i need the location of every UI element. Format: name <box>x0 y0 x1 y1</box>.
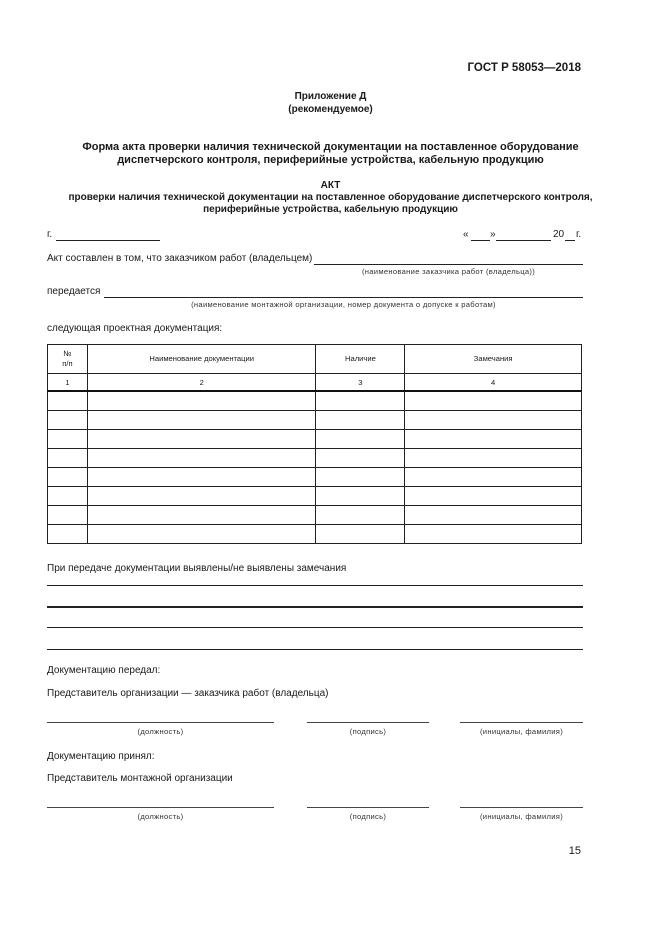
table-cell[interactable] <box>48 391 88 411</box>
table-cell[interactable] <box>48 487 88 506</box>
table-column-numbers-row <box>48 374 582 392</box>
table-row <box>48 391 582 411</box>
table-cell[interactable] <box>87 449 316 468</box>
remarks-line[interactable] <box>47 585 583 586</box>
date-year-suffix: г. <box>576 229 582 240</box>
customer-name-caption: (наименование заказчика работ (владельца)) <box>361 267 536 276</box>
receiver-signature-field[interactable] <box>307 807 429 808</box>
page-number: 15 <box>568 845 581 857</box>
table-row <box>48 430 582 449</box>
contractor-name-caption: (наименование монтажной организации, номер документа о допуске к работам) <box>191 300 496 309</box>
table-cell[interactable] <box>87 430 316 449</box>
col-number-index: 4 <box>405 374 582 392</box>
date-year-prefix: 20 <box>553 229 565 240</box>
appendix-title: Приложение Д <box>294 91 367 102</box>
passer-position-field[interactable] <box>47 722 274 723</box>
customer-representative-label: Представитель организации — заказчика работ (владельца) <box>47 688 329 699</box>
contractor-name-field[interactable] <box>104 297 583 298</box>
table-row <box>48 487 582 506</box>
col-number-index: 2 <box>87 374 316 392</box>
receiver-name-field[interactable] <box>460 807 583 808</box>
col-number-index: 1 <box>48 374 88 392</box>
col-number-index: 3 <box>316 374 405 392</box>
table-row <box>48 506 582 525</box>
transfers-label: передается <box>47 286 101 297</box>
position-caption: (должность) <box>137 812 184 821</box>
table-cell[interactable] <box>405 506 582 525</box>
name-caption: (инициалы, фамилия) <box>479 727 564 736</box>
form-title-line-2: диспетчерского контроля, периферийные устройства, кабельную продукцию <box>117 154 544 166</box>
passer-name-field[interactable] <box>460 722 583 723</box>
col-remarks-header: Замечания <box>405 345 582 374</box>
table-cell[interactable] <box>405 525 582 544</box>
date-month-field[interactable] <box>496 240 551 241</box>
documentation-accepted-label: Документацию принял: <box>47 751 155 762</box>
table-cell[interactable] <box>87 506 316 525</box>
col-availability-header: Наличие <box>316 345 405 374</box>
table-cell[interactable] <box>405 430 582 449</box>
documentation-table <box>47 344 582 544</box>
city-field[interactable] <box>56 240 160 241</box>
act-subtitle-line-2: периферийные устройства, кабельную продукцию <box>203 204 458 215</box>
table-cell[interactable] <box>316 487 405 506</box>
table-cell[interactable] <box>405 487 582 506</box>
table-header-row <box>48 345 582 374</box>
documentation-passed-label: Документацию передал: <box>47 665 161 676</box>
act-composed-label: Акт составлен в том, что заказчиком работ (владельцем) <box>47 253 313 264</box>
customer-name-field[interactable] <box>314 264 583 265</box>
form-title-line-1: Форма акта проверки наличия технической документации на поставленное оборудование <box>82 141 579 153</box>
receiver-position-field[interactable] <box>47 807 274 808</box>
table-cell[interactable] <box>48 430 88 449</box>
table-cell[interactable] <box>316 506 405 525</box>
table-cell[interactable] <box>87 411 316 430</box>
remarks-line[interactable] <box>47 606 583 608</box>
table-cell[interactable] <box>316 411 405 430</box>
date-close-quote: » <box>490 229 496 240</box>
table-cell[interactable] <box>405 449 582 468</box>
table-cell[interactable] <box>316 430 405 449</box>
table-cell[interactable] <box>48 468 88 487</box>
date-day-field[interactable] <box>471 240 490 241</box>
table-row <box>48 449 582 468</box>
table-cell[interactable] <box>316 449 405 468</box>
table-cell[interactable] <box>405 411 582 430</box>
signature-caption: (подпись) <box>349 727 387 736</box>
table-cell[interactable] <box>405 391 582 411</box>
standard-number: ГОСТ Р 58053—2018 <box>467 62 581 74</box>
table-cell[interactable] <box>48 506 88 525</box>
appendix-status: (рекомендуемое) <box>288 104 373 115</box>
table-cell[interactable] <box>48 449 88 468</box>
table-cell[interactable] <box>87 468 316 487</box>
name-caption: (инициалы, фамилия) <box>479 812 564 821</box>
passer-signature-field[interactable] <box>307 722 429 723</box>
act-heading: АКТ <box>320 180 341 191</box>
remarks-line[interactable] <box>47 649 583 650</box>
act-subtitle-line-1: проверки наличия технической документации на поставленное оборудование диспетчерского контроля, <box>68 192 593 203</box>
table-cell[interactable] <box>316 391 405 411</box>
col-number-header: № п/п <box>48 345 88 374</box>
date-year-field[interactable] <box>565 240 575 241</box>
city-prefix: г. <box>47 229 53 240</box>
table-cell[interactable] <box>316 525 405 544</box>
table-row <box>48 525 582 544</box>
col-document-name-header: Наименование документации <box>87 345 316 374</box>
table-cell[interactable] <box>87 525 316 544</box>
table-cell[interactable] <box>87 487 316 506</box>
table-cell[interactable] <box>316 468 405 487</box>
position-caption: (должность) <box>137 727 184 736</box>
table-cell[interactable] <box>48 525 88 544</box>
contractor-representative-label: Представитель монтажной организации <box>47 773 233 784</box>
remarks-label: При передаче документации выявлены/не выявлены замечания <box>47 563 347 574</box>
table-row <box>48 468 582 487</box>
documentation-label: следующая проектная документация: <box>47 323 223 334</box>
date-open-quote: « <box>463 229 469 240</box>
signature-caption: (подпись) <box>349 812 387 821</box>
table-cell[interactable] <box>87 391 316 411</box>
remarks-line[interactable] <box>47 627 583 628</box>
table-row <box>48 411 582 430</box>
table-cell[interactable] <box>48 411 88 430</box>
table-cell[interactable] <box>405 468 582 487</box>
